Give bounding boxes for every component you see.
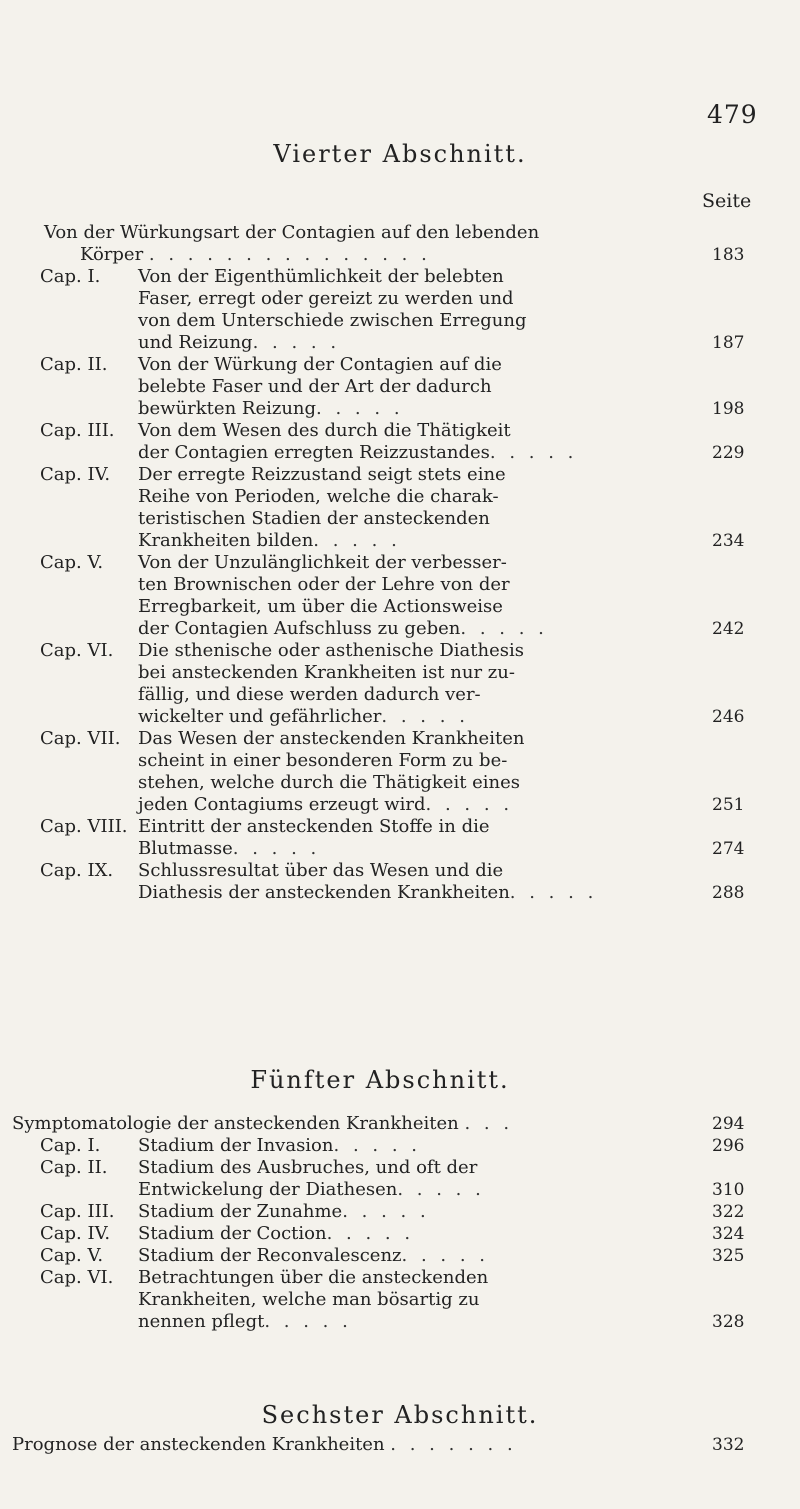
entry-line: Stadium der Reconvalescenz. . . . . — [138, 1245, 490, 1266]
page-ref: 294 — [712, 1114, 745, 1134]
entry-line: Der erregte Reizzustand seigt stets eine — [138, 464, 506, 485]
section-5-title: Fünfter Abschnitt. — [250, 1066, 510, 1094]
page-ref: 183 — [712, 245, 745, 265]
chapter-label: Cap. VII. — [40, 728, 121, 749]
dot-leader: . . . . . — [397, 1179, 485, 1200]
chapter-label: Cap. III. — [40, 1201, 115, 1222]
dot-leader: . . . . . — [425, 794, 514, 815]
dot-leader: . . . . . — [313, 530, 401, 551]
entry-line: ten Brownischen oder der Lehre von der — [138, 574, 510, 595]
entry-line: scheint in einer besonderen Form zu be- — [138, 750, 508, 771]
page-ref: 328 — [712, 1312, 745, 1332]
chapter-label: Cap. I. — [40, 1135, 101, 1156]
page-number: 479 — [707, 100, 758, 129]
chapter-label: Cap. IX. — [40, 860, 114, 881]
page-ref: 251 — [712, 795, 745, 815]
page-ref: 324 — [712, 1224, 745, 1244]
dot-leader: . . . . . — [333, 1135, 421, 1156]
entry-line: Prognose der ansteckenden Krankheiten . . . . . . . — [12, 1434, 517, 1455]
chapter-label: Cap. II. — [40, 1157, 108, 1178]
page-ref: 310 — [712, 1180, 745, 1200]
dot-leader: . . . . . — [381, 706, 469, 727]
entry-line: Faser, erregt oder gereizt zu werden und — [138, 288, 514, 309]
entry-line: teristischen Stadien der ansteckenden — [138, 508, 490, 529]
chapter-label: Cap. V. — [40, 1245, 104, 1266]
entry-line: belebte Faser und der Art der dadurch — [138, 376, 492, 397]
dot-leader: . . . . . — [264, 1311, 352, 1332]
page-ref: 246 — [712, 707, 745, 727]
entry-line: stehen, welche durch die Thätigkeit eines — [138, 772, 521, 793]
entry-line: Von dem Wesen des durch die Thätigkeit — [138, 420, 511, 441]
dot-leader: . . . . . — [342, 1201, 430, 1222]
entry-line: Stadium der Zunahme. . . . . — [138, 1201, 430, 1222]
entry-line: der Contagien erregten Reizzustandes. . . . . — [138, 442, 578, 463]
chapter-label: Cap. VI. — [40, 640, 114, 661]
entry-line: Die sthenische oder asthenische Diathesis — [138, 640, 524, 661]
entry-line: von dem Unterschiede zwischen Erregung — [138, 310, 527, 331]
page-ref: 234 — [712, 531, 745, 551]
dot-leader: . . . . . — [252, 332, 341, 353]
entry-line: jeden Contagiums erzeugt wird. . . . . — [138, 794, 514, 815]
entry-line: Von der Eigenthümlichkeit der belebten — [138, 266, 504, 287]
chapter-label: Cap. VIII. — [40, 816, 128, 837]
entry-line: fällig, und diese werden dadurch ver- — [138, 684, 481, 705]
dot-leader: . . . . . — [316, 398, 404, 419]
chapter-label: Cap. VI. — [40, 1267, 114, 1288]
entry-line: Stadium der Invasion. . . . . — [138, 1135, 421, 1156]
entry-line: Krankheiten bilden. . . . . — [138, 530, 401, 551]
chapter-label: Cap. IV. — [40, 1223, 111, 1244]
entry-line: bei ansteckenden Krankheiten ist nur zu- — [138, 662, 515, 683]
chapter-label: Cap. IV. — [40, 464, 111, 485]
page-ref: 242 — [712, 619, 745, 639]
entry-line: Diathesis der ansteckenden Krankheiten. . . . . — [138, 882, 598, 903]
page-ref: 322 — [712, 1202, 745, 1222]
dot-leader: . . . . . — [489, 442, 578, 463]
chapter-label: Cap. III. — [40, 420, 115, 441]
entry-line: Symptomatologie der ansteckenden Krankheiten . . . — [12, 1113, 514, 1134]
entry-line: nennen pflegt. . . . . — [138, 1311, 352, 1332]
chapter-label: Cap. I. — [40, 266, 101, 287]
entry-line: Blutmasse. . . . . — [138, 838, 321, 859]
dot-leader: . . . . . — [509, 882, 598, 903]
entry-line: Von der Würkung der Contagien auf die — [138, 354, 502, 375]
entry-line: Krankheiten, welche man bösartig zu — [138, 1289, 480, 1310]
entry-line: Stadium des Ausbruches, und oft der — [138, 1157, 478, 1178]
entry-line: Von der Unzulänglichkeit der verbesser- — [138, 552, 507, 573]
entry-line: Reihe von Perioden, welche die charak- — [138, 486, 499, 507]
entry-line: Entwickelung der Diathesen. . . . . — [138, 1179, 485, 1200]
entry-line: Schlussresultat über das Wesen und die — [138, 860, 504, 881]
chapter-label: Cap. V. — [40, 552, 104, 573]
dot-leader: . . . . . — [232, 838, 321, 859]
entry-line: und Reizung. . . . . — [138, 332, 341, 353]
page-ref: 288 — [712, 883, 745, 903]
entry-line: bewürkten Reizung. . . . . — [138, 398, 404, 419]
entry-line: Das Wesen der ansteckenden Krankheiten — [138, 728, 525, 749]
dot-leader: . . . . . — [326, 1223, 415, 1244]
entry-line: Betrachtungen über die ansteckenden — [138, 1267, 489, 1288]
chapter-label: Cap. II. — [40, 354, 108, 375]
entry-line: Erregbarkeit, um über die Actionsweise — [138, 596, 503, 617]
entry-line: Von der Würkungsart der Contagien auf den lebenden — [44, 222, 540, 243]
page-ref: 187 — [712, 333, 745, 353]
page-ref: 274 — [712, 839, 745, 859]
page-ref: 229 — [712, 443, 745, 463]
entry-line: wickelter und gefährlicher. . . . . — [138, 706, 469, 727]
seite-label: Seite — [702, 190, 752, 212]
dot-leader: . . . . . — [401, 1245, 490, 1266]
page-ref: 325 — [712, 1246, 745, 1266]
page-ref: 332 — [712, 1435, 745, 1455]
page-ref: 198 — [712, 399, 745, 419]
entry-line: Eintritt der ansteckenden Stoffe in die — [138, 816, 490, 837]
entry-line: Körper . . . . . . . . . . . . . . . — [80, 244, 431, 265]
dot-leader: . . . . . — [460, 618, 548, 639]
entry-line: der Contagien Aufschluss zu geben. . . . . — [138, 618, 548, 639]
page-ref: 296 — [712, 1136, 745, 1156]
section-4-title: Vierter Abschnitt. — [273, 140, 527, 168]
section-6-title: Sechster Abschnitt. — [261, 1401, 539, 1429]
entry-line: Stadium der Coction. . . . . — [138, 1223, 415, 1244]
